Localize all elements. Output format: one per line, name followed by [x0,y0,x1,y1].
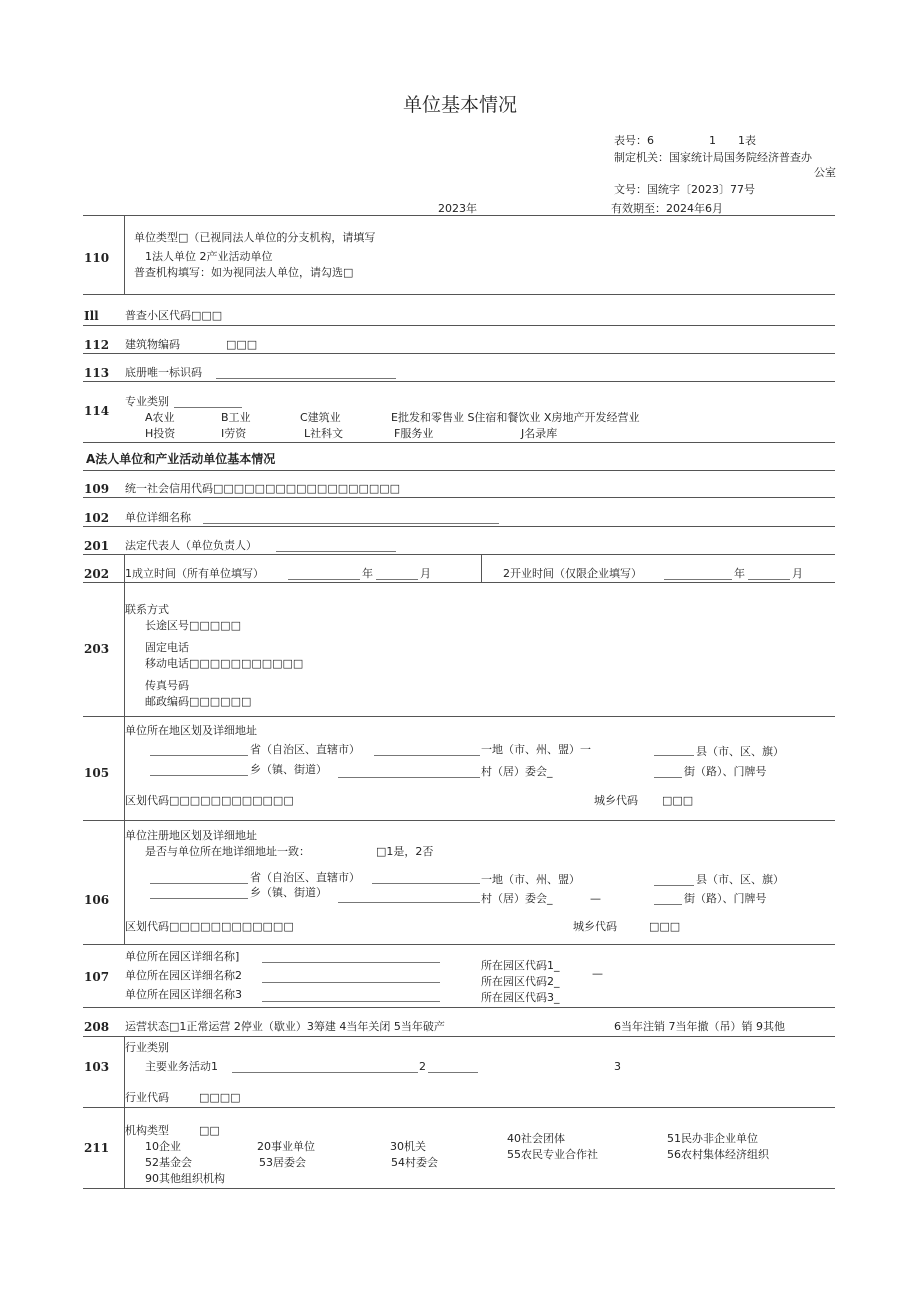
county-input[interactable] [654,885,694,886]
operating-status-field[interactable]: 运营状态□1正常运营 2停业（歇业）3筹建 4当年关闭 5当年破产 [125,1020,445,1033]
option-trade: E批发和零售业 S住宿和餐饮业 X房地产开发经营业 [391,411,640,424]
row-number: 112 [84,338,110,352]
option-other-org: 90其他组织机构 [145,1172,225,1185]
row-number: 105 [84,766,110,780]
county-label: 县（市、区、旗） [696,745,784,758]
option-village-committee: 54村委会 [391,1156,438,1169]
town-input[interactable] [150,775,248,776]
fax-field[interactable]: 传真号码 [145,679,189,692]
main-activity-2-label: 2 [419,1060,426,1073]
year-label: 年 [362,567,373,580]
document-number: 文号：国统字〔2023〕77号 [614,183,755,196]
row-number: 106 [84,893,110,907]
row-number: 102 [84,511,110,525]
option-farmer-cooperative: 55农民专业合作社 [507,1148,598,1161]
option-residents-committee: 53居委会 [259,1156,306,1169]
same-address-question: 是否与单位所在地详细地址一致： [145,845,310,858]
park-name-3-input[interactable] [262,1001,440,1002]
urban-rural-code-label: 城乡代码 [573,920,617,933]
main-activity-label: 主要业务活动1 [145,1060,218,1073]
opening-date-label: 2开业时间（仅限企业填写） [503,567,642,580]
dash: — [590,892,601,905]
option-agriculture: A农业 [145,411,175,424]
row-number: 107 [84,970,110,984]
specialty-label: 专业类别 [125,395,169,408]
unit-type-field[interactable]: 单位类型□（已视同法人单位的分支机构，请填写 [134,231,376,244]
park-name-1-label: 单位所在园区详细名称] [125,950,240,963]
prefecture-label: 一地（市、州、盟）一 [481,743,591,756]
option-directory: J名录库 [521,427,558,440]
year-label: 年 [734,567,745,580]
page-title: 单位基本情况 [402,94,517,116]
census-agency-checkbox[interactable]: 普查机构填写：如为视同法人单位，请勾选□ [134,266,354,279]
urban-rural-code-input[interactable]: □□□ [662,794,694,807]
street-input[interactable] [654,777,682,778]
specialty-input[interactable] [174,407,242,408]
option-construction: C建筑业 [300,411,341,424]
register-id-input[interactable] [216,378,396,379]
unit-name-label: 单位详细名称 [125,511,191,524]
postal-code-input[interactable]: 邮政编码□□□□□□ [145,695,252,708]
park-name-2-input[interactable] [262,982,440,983]
urban-rural-code-label: 城乡代码 [594,794,638,807]
founding-date-label: 1成立时间（所有单位填写） [125,567,264,580]
row-number: 202 [84,567,110,581]
option-government: 30机关 [390,1140,426,1153]
urban-rural-code-input[interactable]: □□□ [649,920,681,933]
issuing-agency-cont: 公室 [814,166,836,179]
province-label: 省（自治区、直辖市） [250,743,360,756]
street-label: 街（路）、门牌号 [684,892,767,905]
founding-year-input[interactable] [288,579,360,580]
month-label: 月 [420,567,431,580]
park-name-1-input[interactable] [262,962,440,963]
division-code-input[interactable]: 区划代码□□□□□□□□□□□□ [125,794,294,807]
row-number: 109 [84,482,110,496]
same-address-choice[interactable]: □1是，2否 [376,845,434,858]
option-labor: I劳资 [221,427,247,440]
unit-name-input[interactable] [203,523,499,524]
unit-type-options: 1法人单位 2产业活动单位 [145,250,273,263]
area-code-input[interactable]: 长途区号□□□□□ [145,619,241,632]
town-label: 乡（镇、街道） [250,763,327,776]
option-social-science: L社科文 [304,427,344,440]
industry-code-label: 行业代码 [125,1091,169,1104]
main-activity-3-label: 3 [614,1060,621,1073]
village-input[interactable] [338,777,480,778]
street-input[interactable] [654,904,682,905]
building-code-input[interactable]: □□□ [226,338,258,351]
option-enterprise: 10企业 [145,1140,181,1153]
dash: — [592,967,603,980]
option-rural-collective: 56农村集体经济组织 [667,1148,769,1161]
street-label: 街（路）、门牌号 [684,765,767,778]
village-label: 村（居）委会_ [481,892,553,905]
prefecture-label: 一地（市、州、盟） [481,873,580,886]
opening-year-input[interactable] [664,579,732,580]
industry-category-label: 行业类别 [125,1041,169,1054]
town-label: 乡（镇、街道） [250,886,327,899]
row-number: 201 [84,539,110,553]
option-foundation: 52基金会 [145,1156,192,1169]
row-number: 203 [84,642,110,656]
org-type-input[interactable]: □□ [199,1124,220,1137]
row-number: 114 [84,404,110,418]
form-number: 表号：6 1 1表 [614,134,756,147]
census-district-code[interactable]: 普查小区代码□□□ [125,309,223,322]
mobile-input[interactable]: 移动电话□□□□□□□□□□□ [145,657,304,670]
row-number: 103 [84,1060,110,1074]
org-type-label: 机构类型 [125,1124,169,1137]
village-label: 村（居）委会_ [481,765,553,778]
option-social-group: 40社会团体 [507,1132,565,1145]
month-label: 月 [792,567,803,580]
village-input[interactable] [338,902,480,903]
landline-field[interactable]: 固定电话 [145,641,189,654]
main-activity-1-input[interactable] [232,1072,418,1073]
registered-address-label: 单位注册地区划及详细地址 [125,829,257,842]
prefecture-input[interactable] [374,755,480,756]
contact-label: 联系方式 [125,603,169,616]
founding-month-input[interactable] [376,579,418,580]
option-private-nonprofit: 51民办非企业单位 [667,1132,758,1145]
issuing-agency: 制定机关：国家统计局国务院经济普查办 [614,151,812,164]
option-public-institution: 20事业单位 [257,1140,315,1153]
park-code-2[interactable]: 所在园区代码2_ [481,975,560,988]
park-code-3[interactable]: 所在园区代码3_ [481,991,560,1004]
option-industry: B工业 [221,411,251,424]
industry-code-input[interactable]: □□□□ [199,1091,241,1104]
province-input[interactable] [150,883,248,884]
row-number: 211 [84,1141,110,1155]
main-activity-2-input[interactable] [428,1072,478,1073]
location-address-label: 单位所在地区划及详细地址 [125,724,257,737]
park-name-2-label: 单位所在园区详细名称2 [125,969,242,982]
credit-code-input[interactable]: 统一社会信用代码□□□□□□□□□□□□□□□□□□ [125,482,401,495]
park-code-1[interactable]: 所在园区代码1_ [481,959,560,972]
opening-month-input[interactable] [748,579,790,580]
operating-status-options: 6当年注销 7当年撤（吊）销 9其他 [614,1020,785,1033]
county-input[interactable] [654,755,694,756]
legal-rep-label: 法定代表人（单位负责人） [125,539,257,552]
province-input[interactable] [150,755,248,756]
option-service: F服务业 [394,427,434,440]
valid-until: 有效期至：2024年6月 [611,202,723,215]
province-label: 省（自治区、直辖市） [250,871,360,884]
survey-year: 2023年 [438,202,477,215]
register-id-label: 底册唯一标识码 [125,366,202,379]
row-number: 208 [84,1020,110,1034]
option-investment: H投资 [145,427,176,440]
row-number: 110 [84,251,110,265]
legal-rep-input[interactable] [276,551,396,552]
row-number: Ill [84,309,99,323]
building-code-label: 建筑物编码 [125,338,180,351]
prefecture-input[interactable] [372,883,480,884]
section-a-heading: A法人单位和产业活动单位基本情况 [86,452,276,466]
division-code-input[interactable]: 区划代码□□□□□□□□□□□□ [125,920,294,933]
park-name-3-label: 单位所在园区详细名称3 [125,988,242,1001]
county-label: 县（市、区、旗） [696,873,784,886]
town-input[interactable] [150,898,248,899]
row-number: 113 [84,366,110,380]
